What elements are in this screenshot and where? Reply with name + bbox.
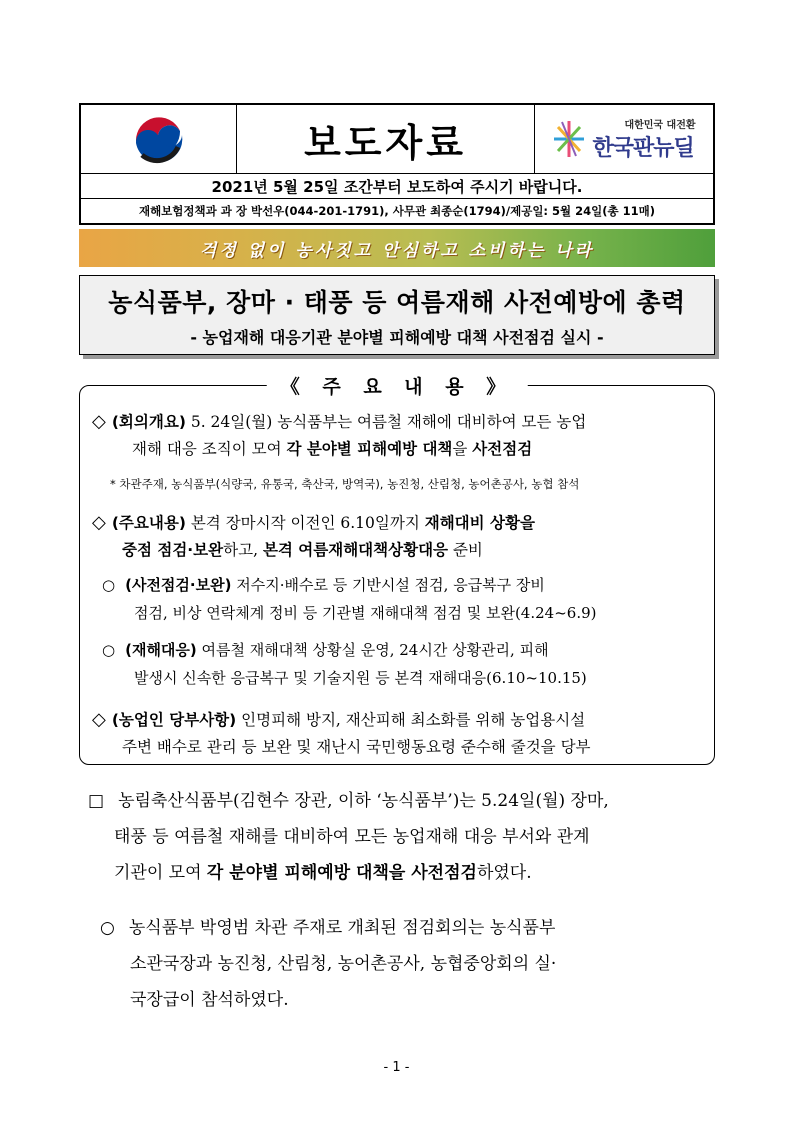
- body-paragraph-1: □ 농림축산식품부(김현수 장관, 이하 ‘농식품부’)는 5.24일(월) 장마, 태풍 등 여름철 재해를 대비하여 모든 농업재해 대응 부서와 관계 기관이 모여 각 분야별 피해예방 대책을 사전점검하였다.: [88, 791, 609, 883]
- release-date: 2021년 5월 25일 조간부터 보도하여 주시기 바랍니다.: [81, 174, 713, 199]
- taegeuk-icon: [128, 111, 190, 167]
- headline: 농식품부, 장마 · 태풍 등 여름재해 사전예방에 총력: [108, 287, 686, 317]
- brand-name: 한국판뉴딜: [592, 136, 694, 161]
- slogan-text: 걱정 없이 농사짓고 안심하고 소비하는 나라: [199, 240, 595, 261]
- body-paragraph-2: ○ 농식품부 박영범 차관 주재로 개최된 점검회의는 농식품부 소관국장과 농진청, 산림청, 농어촌공사, 농협중앙회의 실· 국장급이 참석하였다.: [100, 918, 557, 1010]
- key-points-box: [79, 376, 715, 765]
- circle-bullet-icon: ○: [102, 641, 116, 659]
- summary-sub-response: ○ (재해대응) 여름철 재해대책 상황실 운영, 24시간 상황관리, 피해 발생시 신속한 응급복구 및 기술지원 등 본격 재해대응(6.10~10.15): [102, 641, 587, 687]
- contact-info: 재해보험정책과 과 장 박선우(044-201-1791), 사무관 최종순(1794)/제공일: 5월 24일(총 11매): [138, 204, 656, 218]
- summary-item-meeting: ◇ (회의개요) 5. 24일(월) 농식품부는 여름철 재해에 대비하여 모든 농업 재해 대응 조직이 모여 각 분야별 피해예방 대책을 사전점검: [92, 411, 587, 458]
- key-points-heading: 《 주 요 내 용 》: [267, 372, 528, 399]
- government-logo: [81, 105, 237, 173]
- square-bullet-icon: □: [88, 791, 105, 811]
- diamond-bullet-icon: ◇: [92, 411, 106, 432]
- summary-sub-precheck: ○ (사전점검·보완) 저수지·배수로 등 기반시설 점검, 응급복구 장비 점검, 비상 연락체계 정비 등 기관별 재해대책 점검 및 보완(4.24~6.9): [102, 576, 597, 622]
- summary-item-farmer-request: ◇ (농업인 당부사항) 인명피해 방지, 재산피해 최소화를 위해 농업용시설 주변 배수로 관리 등 보완 및 재난시 국민행동요령 준수해 줄것을 당부: [92, 709, 591, 756]
- new-deal-burst-icon: [552, 119, 586, 159]
- subheadline: - 농업재해 대응기관 분야별 피해예방 대책 사전점검 실시 -: [190, 327, 604, 347]
- slogan-banner: [79, 229, 715, 267]
- circle-bullet-icon: ○: [100, 918, 115, 938]
- page-number: - 1 -: [383, 1060, 410, 1075]
- headline-box: [79, 275, 715, 355]
- diamond-bullet-icon: ◇: [92, 709, 106, 730]
- summary-item-content: ◇ (주요내용) 본격 장마시작 이전인 6.10일까지 재해대비 상황을 중점 점검·보완하고, 본격 여름재해대책상황대응 준비: [92, 512, 535, 559]
- korean-new-deal-logo: [535, 105, 713, 173]
- press-release-title: 보도자료: [237, 105, 535, 173]
- attendees-note: * 차관주재, 농식품부(식량국, 유통국, 축산국, 방역국), 농진청, 산림청, 농어촌공사, 농협 참석: [110, 477, 580, 491]
- circle-bullet-icon: ○: [102, 576, 116, 594]
- diamond-bullet-icon: ◇: [92, 512, 106, 533]
- press-release-header: [79, 103, 715, 225]
- brand-tagline: 대한민국 대전환: [624, 120, 696, 131]
